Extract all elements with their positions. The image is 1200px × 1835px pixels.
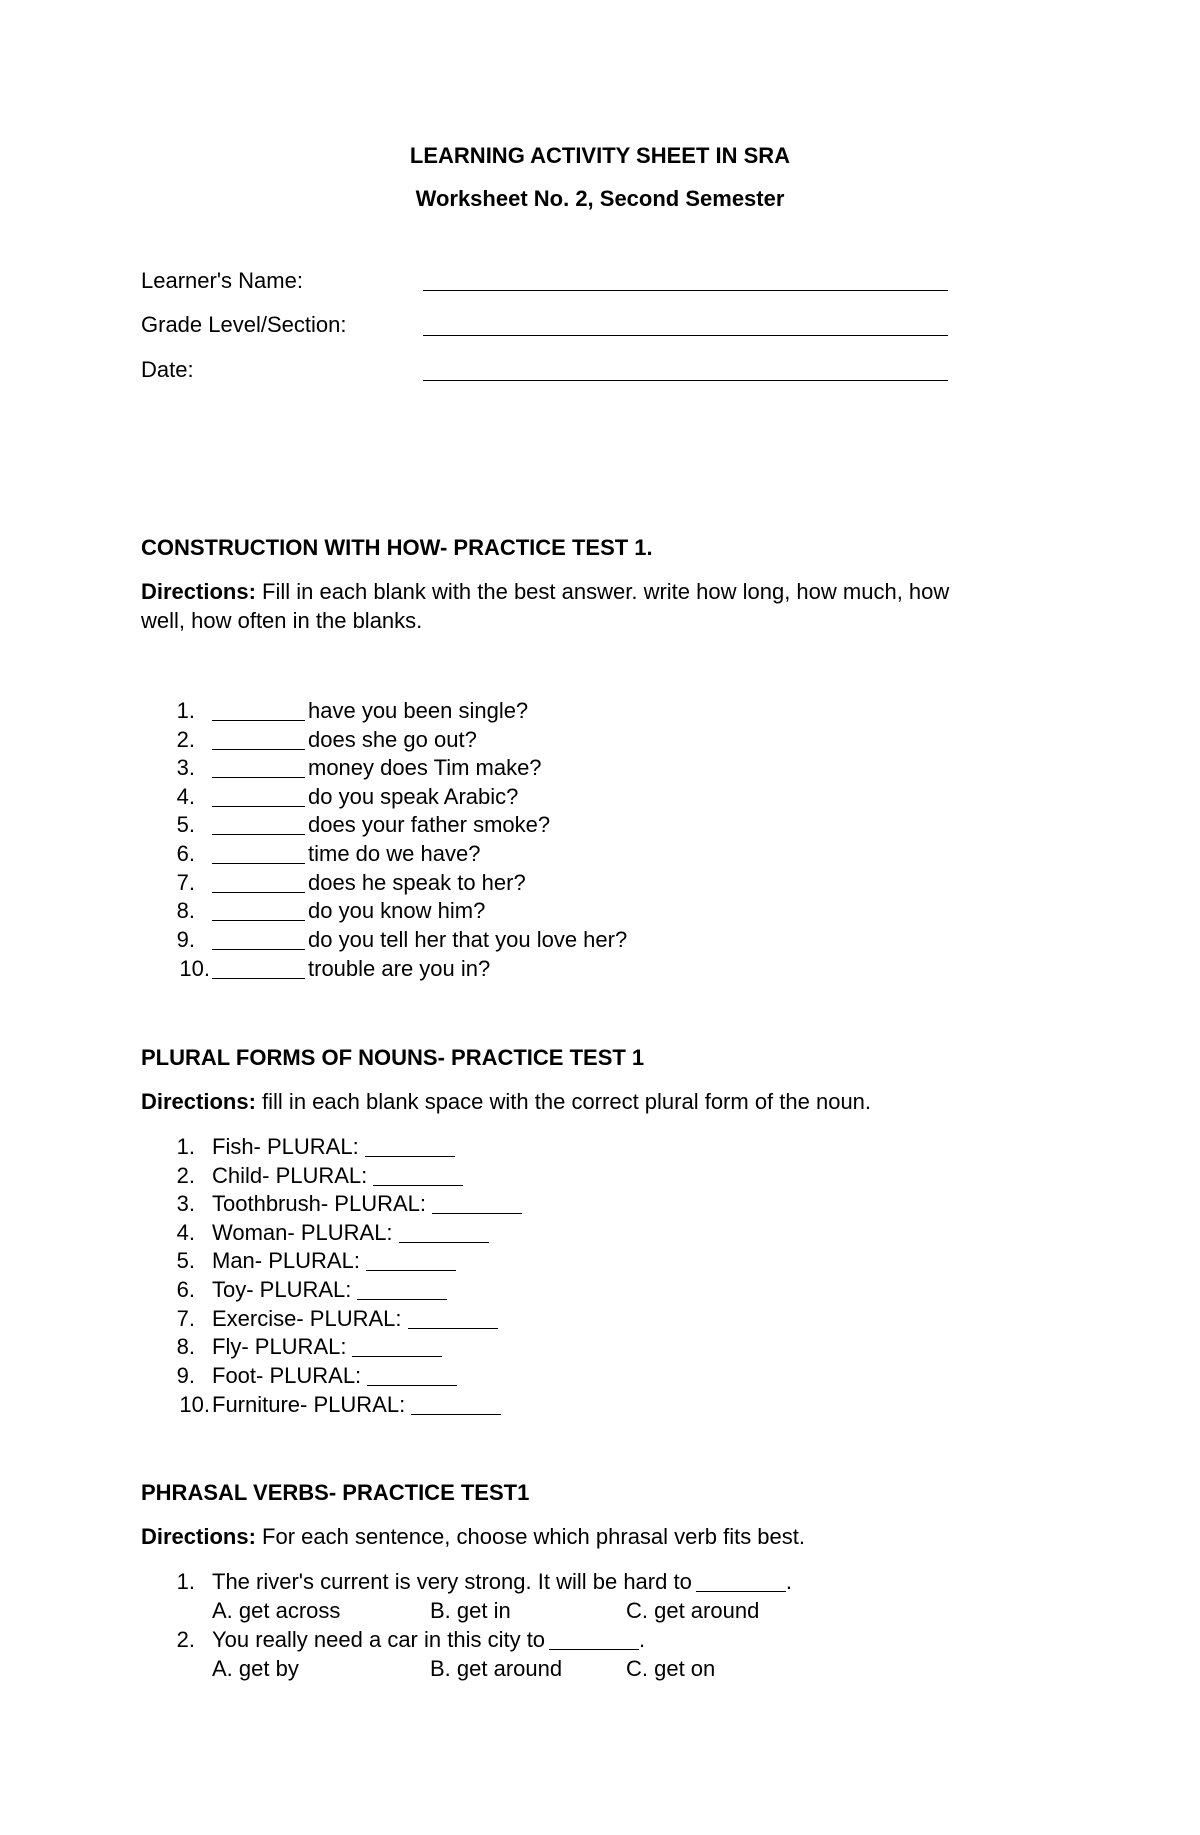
section1-directions [141,579,949,605]
answer-blank[interactable] [352,1334,442,1357]
list-item: Man- PLURAL: [212,1248,456,1274]
answer-blank[interactable] [373,1163,463,1186]
item-number: 9. [176,927,195,952]
answer-blank[interactable] [212,870,305,893]
list-item: do you know him? [212,898,485,924]
directions-text: For each sentence, choose which phrasal verb fits best. [262,1524,805,1549]
list-item: money does Tim make? [212,755,542,781]
answer-blank[interactable] [549,1627,639,1650]
item-number: 7. [176,870,195,895]
item-number: 6. [176,1277,195,1302]
item-number: 4. [176,1220,195,1245]
section1-title: CONSTRUCTION WITH HOW- PRACTICE TEST 1. [141,535,653,560]
answer-blank[interactable] [212,841,305,864]
list-item: Child- PLURAL: [212,1163,463,1189]
item-number: 9. [176,1363,195,1388]
section2-directions [141,1089,871,1115]
answer-blank[interactable] [212,698,305,721]
section3-title: PHRASAL VERBS- PRACTICE TEST1 [141,1480,530,1505]
directions-text: fill in each blank space with the correct plural form of the noun. [262,1089,872,1114]
list-item: Exercise- PLURAL: [212,1306,498,1332]
answer-blank[interactable] [365,1134,455,1157]
item-number: 5. [176,1248,195,1273]
grade-level-label: Grade Level/Section: [141,312,347,337]
item-number: 5. [176,812,195,837]
option-b[interactable]: B. get around [430,1656,563,1681]
option-c[interactable]: C. get on [626,1656,716,1681]
worksheet-subtitle: Worksheet No. 2, Second Semester [415,186,785,211]
worksheet-title: LEARNING ACTIVITY SHEET IN SRA [409,143,791,168]
list-item: Furniture- PLURAL: [212,1392,501,1418]
list-item: time do we have? [212,841,480,867]
section3-directions [141,1524,805,1550]
item-number: 3. [176,755,195,780]
answer-blank[interactable] [212,812,305,835]
item-number: 8. [176,898,195,923]
section2-title: PLURAL FORMS OF NOUNS- PRACTICE TEST 1 [141,1045,645,1070]
answer-blank[interactable] [367,1363,457,1386]
item-number: 4. [176,784,195,809]
answer-blank[interactable] [212,956,305,979]
list-item: Toy- PLURAL: [212,1277,447,1303]
item-number: 1. [176,698,195,723]
answer-blank[interactable] [399,1220,489,1243]
learner-name-line[interactable] [423,290,948,291]
list-item: do you speak Arabic? [212,784,518,810]
item-number: 8. [176,1334,195,1359]
list-item: Foot- PLURAL: [212,1363,457,1389]
directions-label: Directions: [141,1524,256,1549]
list-item: trouble are you in? [212,956,490,982]
item-number: 10. [179,956,210,981]
date-label: Date: [141,357,194,382]
answer-blank[interactable] [212,784,305,807]
option-a[interactable]: A. get by [212,1656,299,1681]
item-number: 7. [176,1306,195,1331]
directions-label: Directions: [141,579,256,604]
answer-blank[interactable] [357,1277,447,1300]
option-b[interactable]: B. get in [430,1598,511,1623]
answer-blank[interactable] [212,898,305,921]
list-item: Fish- PLURAL: [212,1134,455,1160]
answer-blank[interactable] [408,1306,498,1329]
item-number: 3. [176,1191,195,1216]
answer-blank[interactable] [366,1248,456,1271]
list-item: Woman- PLURAL: [212,1220,489,1246]
directions-text: Fill in each blank with the best answer. write how long, how much, how [262,579,950,604]
answer-blank[interactable] [696,1569,786,1592]
section1-directions-cont: well, how often in the blanks. [141,608,423,633]
option-c[interactable]: C. get around [626,1598,760,1623]
answer-blank[interactable] [212,727,305,750]
list-item: does he speak to her? [212,870,526,896]
answer-blank[interactable] [212,755,305,778]
item-number: 2. [176,727,195,752]
list-item: Toothbrush- PLURAL: [212,1191,522,1217]
item-number: 1. [176,1134,195,1159]
grade-level-line[interactable] [423,335,948,336]
list-item: does she go out? [212,727,477,753]
item-number: 1. [176,1569,195,1594]
question-text: You really need a car in this city to . [212,1627,646,1652]
option-a[interactable]: A. get across [212,1598,341,1623]
item-number: 6. [176,841,195,866]
list-item: do you tell her that you love her? [212,927,627,953]
question-text: The river's current is very strong. It will be hard to . [212,1569,792,1594]
list-item: does your father smoke? [212,812,550,838]
answer-blank[interactable] [212,927,305,950]
item-number: 10. [179,1392,210,1417]
directions-label: Directions: [141,1089,256,1114]
answer-blank[interactable] [432,1191,522,1214]
item-number: 2. [176,1163,195,1188]
list-item: Fly- PLURAL: [212,1334,442,1360]
learner-name-label: Learner's Name: [141,268,303,293]
item-number: 2. [176,1627,195,1652]
date-line[interactable] [423,380,948,381]
answer-blank[interactable] [411,1392,501,1415]
list-item: have you been single? [212,698,528,724]
